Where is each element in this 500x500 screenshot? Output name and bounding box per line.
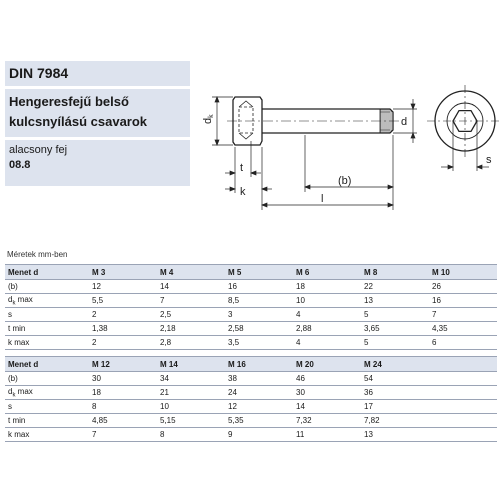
value-cell: 5,5 [89,294,157,308]
value-cell: 13 [361,428,429,442]
header-cell-size: M 20 [293,357,361,372]
table-row [5,414,497,428]
value-cell: 11 [293,428,361,442]
value-cell: 5,15 [157,414,225,428]
value-cell: 38 [225,372,293,386]
value-cell: 2 [89,308,157,322]
value-cell: 22 [361,280,429,294]
value-cell: 3,5 [225,336,293,350]
value-cell: 8 [89,400,157,414]
header-cell-size: M 4 [157,265,225,280]
spec-table-large-sizes [5,356,497,442]
value-cell: 4,85 [89,414,157,428]
table-row [5,386,497,400]
value-cell: 4 [293,336,361,350]
value-cell: 2,18 [157,322,225,336]
strength-grade: 08.8 [9,159,31,171]
l-dimension [262,193,393,210]
value-cell: 2,8 [157,336,225,350]
spec-table-small-sizes [5,264,497,350]
header-cell-thread: Menet d [5,357,89,372]
value-cell: 5 [361,336,429,350]
value-cell: 2,5 [157,308,225,322]
value-cell: 7,82 [361,414,429,428]
row-label: t min [5,414,89,428]
screw-technical-drawing [195,85,500,215]
table-row [5,308,497,322]
header-cell-size: M 6 [293,265,361,280]
value-cell: 5 [361,308,429,322]
s-label: s [486,154,492,166]
value-cell: 24 [225,386,293,400]
value-cell: 7 [157,294,225,308]
row-label: $d_k$ max [5,386,89,400]
value-cell: 17 [361,400,429,414]
value-cell: 14 [293,400,361,414]
table-row [5,336,497,350]
value-cell: 3,65 [361,322,429,336]
value-cell: 34 [157,372,225,386]
units-note: Méretek mm-ben [7,250,68,259]
value-cell: 18 [89,386,157,400]
value-cell: 6 [429,336,497,350]
value-cell: 3 [225,308,293,322]
value-cell: 26 [429,280,497,294]
table-header-row [5,357,497,372]
k-label: k [240,186,246,198]
b-label: (b) [338,175,352,187]
header-cell-size: M 12 [89,357,157,372]
value-cell [429,372,497,386]
header-cell-size: M 5 [225,265,293,280]
value-cell: 8 [157,428,225,442]
value-cell [429,400,497,414]
value-cell: 4,35 [429,322,497,336]
product-name-line2: kulcsnyílású csavarok [9,114,148,129]
value-cell: 2 [89,336,157,350]
header-cell-size: M 3 [89,265,157,280]
value-cell: 30 [89,372,157,386]
l-label: l [321,193,324,205]
value-cell: 8,5 [225,294,293,308]
table-row [5,280,497,294]
standard-title: DIN 7984 [9,65,69,81]
value-cell: 2,88 [293,322,361,336]
dk-label: dk [202,114,215,124]
value-cell: 16 [429,294,497,308]
row-label: s [5,400,89,414]
header-cell-size: M 8 [361,265,429,280]
table-row [5,322,497,336]
socket-hidden-lines [239,107,253,133]
t-k-dimensions [225,141,272,193]
row-label: s [5,308,89,322]
row-label: k max [5,428,89,442]
d-label: d [401,116,408,128]
value-cell: 7,32 [293,414,361,428]
value-cell: 13 [361,294,429,308]
value-cell: 18 [293,280,361,294]
table-row [5,294,497,308]
value-cell: 16 [225,280,293,294]
value-cell: 4 [293,308,361,322]
value-cell: 10 [293,294,361,308]
product-name-line1: Hengeresfejű belső [9,94,129,109]
table-row [5,372,497,386]
value-cell [429,386,497,400]
b-dimension [305,135,393,210]
value-cell: 10 [157,400,225,414]
value-cell: 9 [225,428,293,442]
value-cell [429,428,497,442]
value-cell: 21 [157,386,225,400]
value-cell [429,414,497,428]
row-label: $d_k$ max [5,294,89,308]
row-label: k max [5,336,89,350]
value-cell: 36 [361,386,429,400]
value-cell: 7 [89,428,157,442]
row-label: t min [5,322,89,336]
value-cell: 2,58 [225,322,293,336]
row-label: (b) [5,372,89,386]
variant-box [5,140,190,186]
value-cell: 1,38 [89,322,157,336]
table-row [5,400,497,414]
standard-title-box [5,61,190,86]
header-cell-size: M 10 [429,265,497,280]
value-cell: 14 [157,280,225,294]
header-cell-size: M 24 [361,357,429,372]
value-cell: 12 [89,280,157,294]
value-cell: 54 [361,372,429,386]
table-row [5,428,497,442]
screw-end-view [427,85,500,157]
value-cell: 30 [293,386,361,400]
value-cell: 46 [293,372,361,386]
header-cell-size: M 16 [225,357,293,372]
header-cell-thread: Menet d [5,265,89,280]
value-cell: 12 [225,400,293,414]
product-name-box [5,89,190,137]
header-cell-size: M 14 [157,357,225,372]
t-label: t [240,162,244,174]
value-cell: 7 [429,308,497,322]
row-label: (b) [5,280,89,294]
header-cell-size [429,357,497,372]
variant-subtitle: alacsony fej [9,144,68,156]
value-cell: 5,35 [225,414,293,428]
table-header-row [5,265,497,280]
